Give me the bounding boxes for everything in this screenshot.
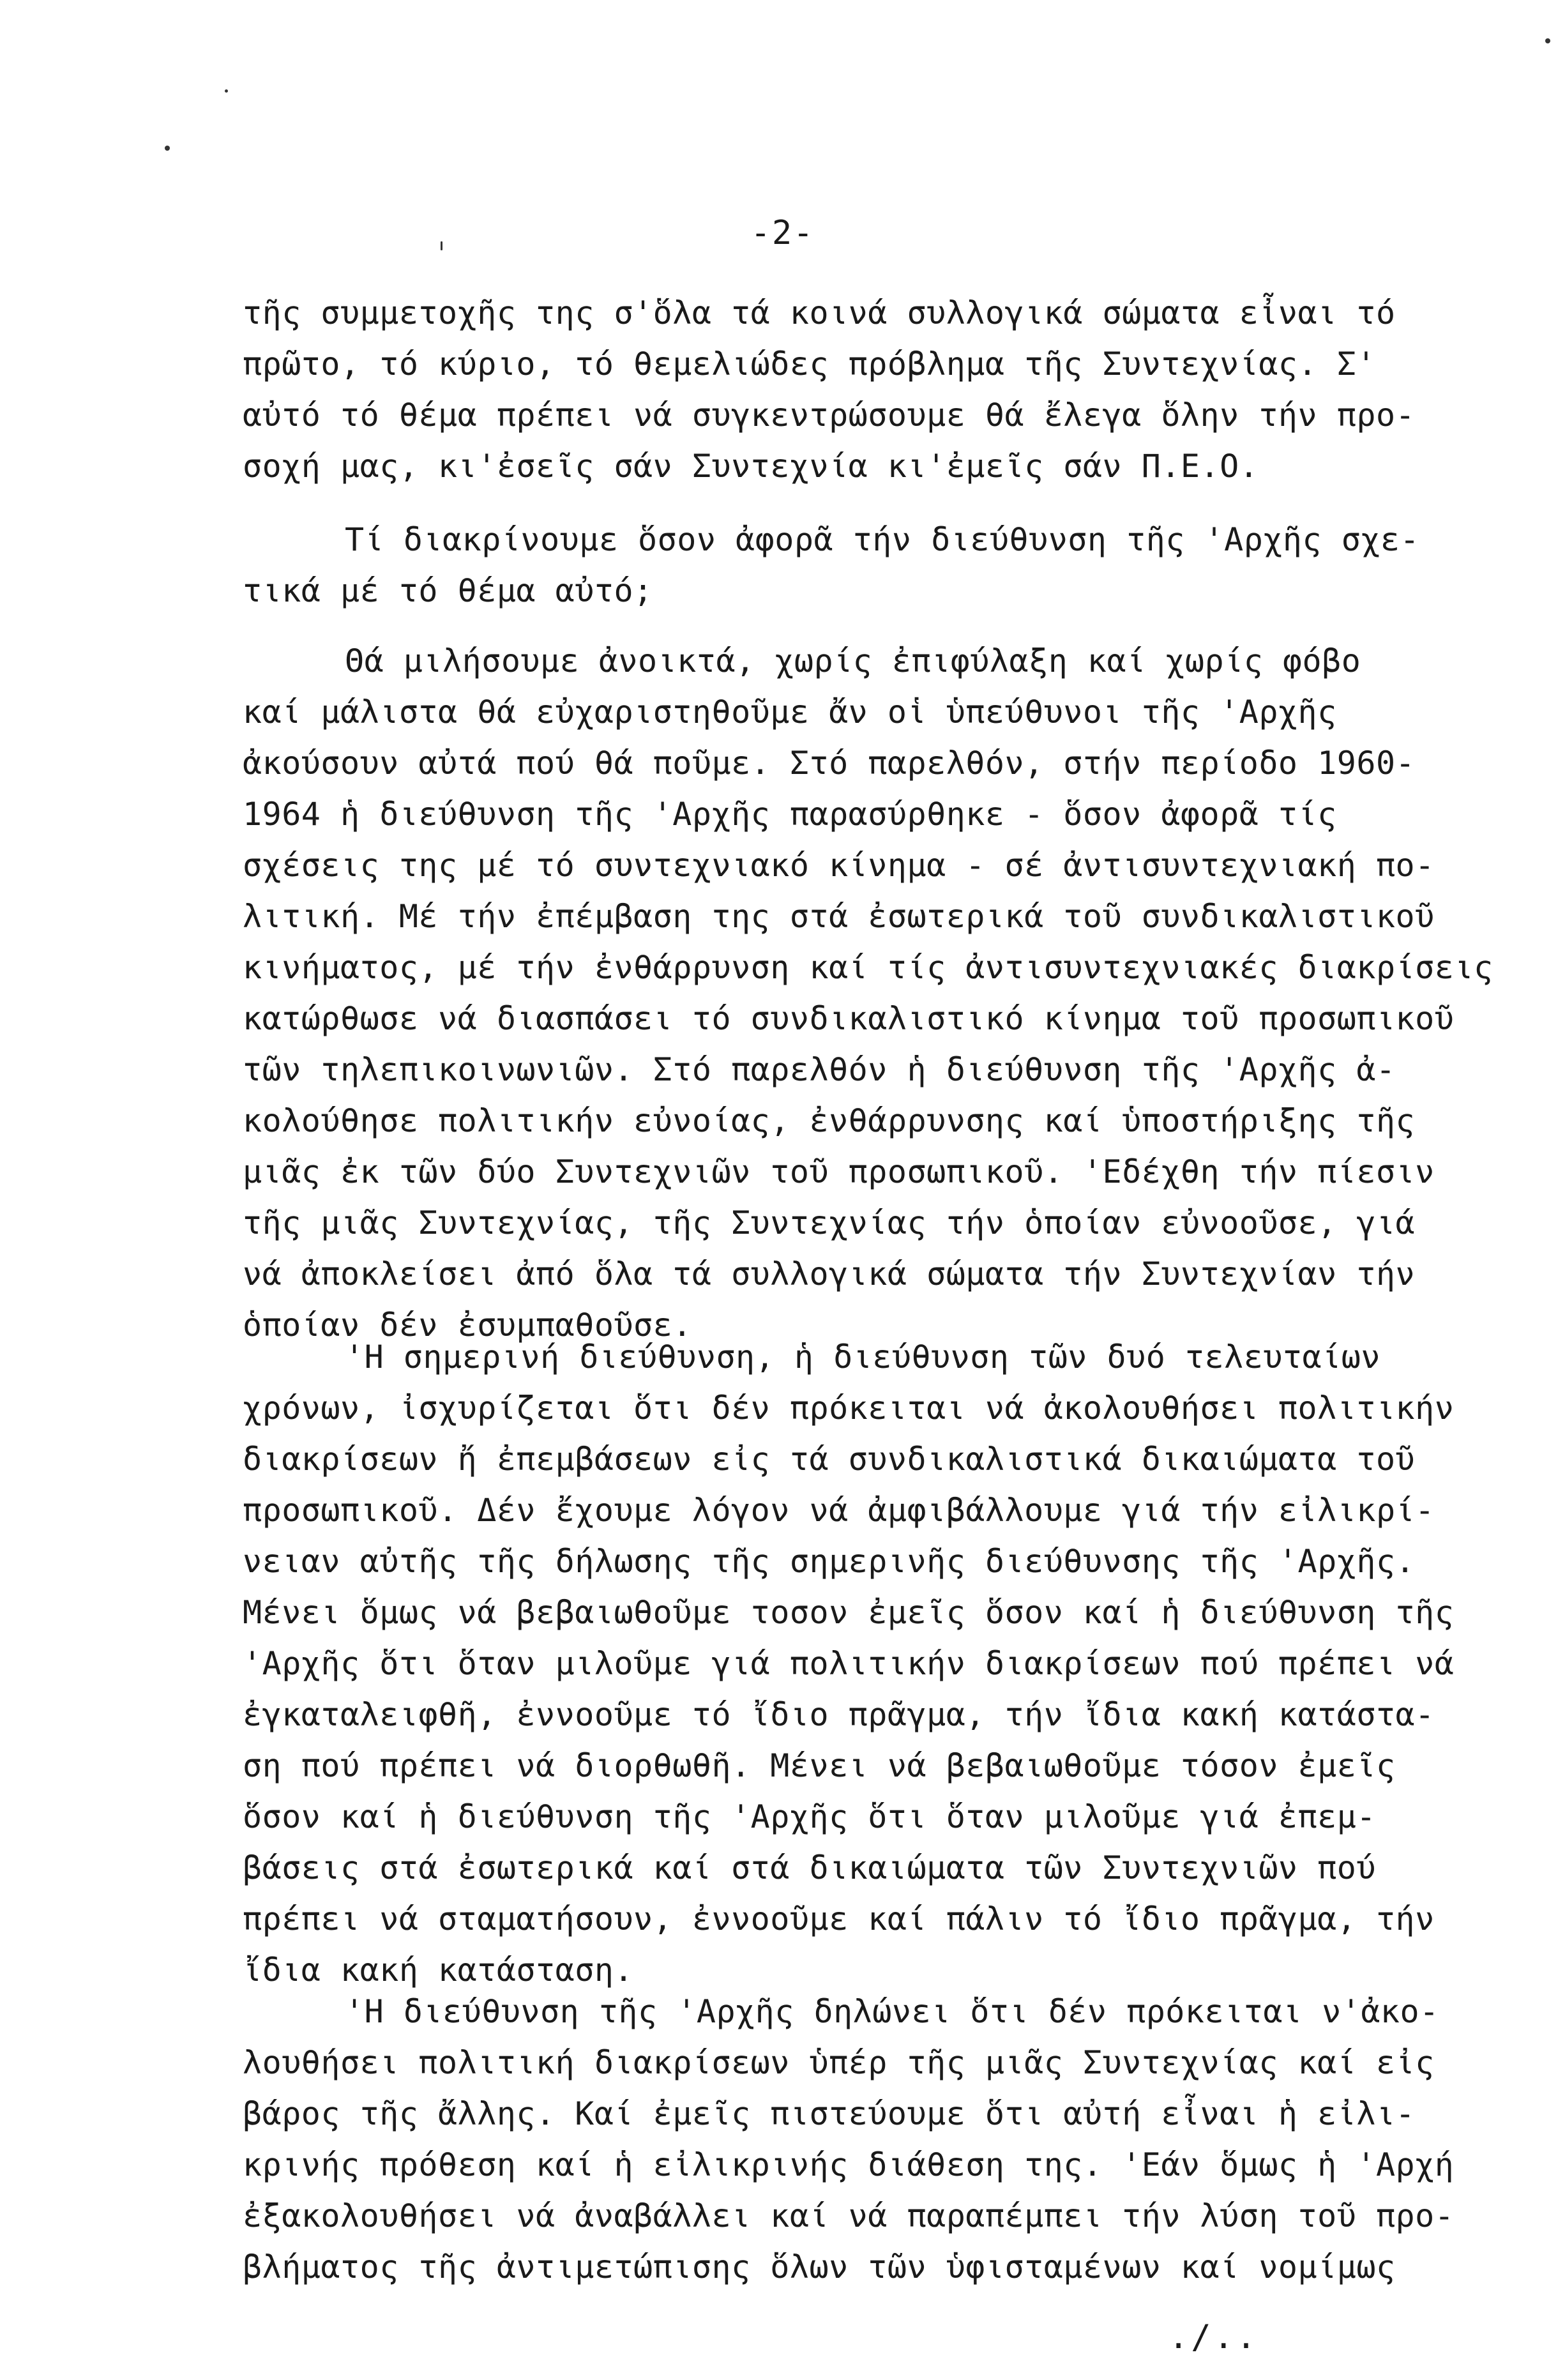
text-line: 'Αρχῆς ὅτι ὅταν μιλοῦμε γιά πολιτικήν διακρίσεων πού πρέπει νά	[243, 1645, 1455, 1682]
text-line: τῶν τηλεπικοινωνιῶν. Στό παρελθόν ἡ διεύθυνση τῆς 'Αρχῆς ἀ-	[243, 1051, 1396, 1088]
paragraph	[243, 514, 1456, 616]
text-line: ση πού πρέπει νά διορθωθῆ. Μένει νά βεβαιωθοῦμε τόσον ἐμεῖς	[243, 1747, 1396, 1784]
text-line: κρινής πρόθεση καί ἡ εἰλικρινής διάθεση της. 'Εάν ὅμως ἡ 'Αρχή	[243, 2146, 1455, 2183]
text-line: βάρος τῆς ἄλλης. Καί ἐμεῖς πιστεύουμε ὅτι αὐτή εἶναι ἡ εἰλι-	[243, 2095, 1416, 2132]
paragraph	[243, 1331, 1456, 1996]
text-line: χρόνων, ἰσχυρίζεται ὅτι δέν πρόκειται νά ἀκολουθήσει πολιτικήν	[243, 1390, 1455, 1427]
text-line: πρέπει νά σταματήσουν, ἐννοοῦμε καί πάλιν τό ἴδιο πρᾶγμα, τήν	[243, 1900, 1435, 1937]
text-line: ἐξακολουθήσει νά ἀναβάλλει καί νά παραπέμπει τήν λύση τοῦ προ-	[243, 2197, 1455, 2234]
text-line: πρῶτο, τό κύριο, τό θεμελιώδες πρόβλημα τῆς Συντεχνίας. Σ'	[243, 345, 1376, 383]
text-line: ἴδια κακή κατάσταση.	[243, 1952, 634, 1989]
text-line: σοχή μας, κι'ἐσεῖς σάν Συντεχνία κι'ἐμεῖς σάν Π.Ε.Ο.	[243, 448, 1259, 485]
text-line: κολούθησε πολιτικήν εὐνοίας, ἐνθάρρυνσης καί ὑποστήριξης τῆς	[243, 1102, 1416, 1139]
text-line: καί μάλιστα θά εὐχαριστηθοῦμε ἄν οἱ ὑπεύθυνοι τῆς 'Αρχῆς	[243, 694, 1337, 731]
text-line: νειαν αὐτῆς τῆς δήλωσης τῆς σημερινῆς διεύθυνσης τῆς 'Αρχῆς.	[243, 1543, 1416, 1580]
text-line: μιᾶς ἐκ τῶν δύο Συντεχνιῶν τοῦ προσωπικοῦ. 'Εδέχθη τήν πίεσιν	[243, 1153, 1435, 1190]
scan-speck	[1545, 38, 1550, 43]
text-line: λουθήσει πολιτική διακρίσεων ὑπέρ τῆς μιᾶς Συντεχνίας καί εἰς	[243, 2044, 1435, 2081]
scan-speck	[165, 146, 170, 151]
text-line: ὅσον καί ἡ διεύθυνση τῆς 'Αρχῆς ὅτι ὅταν μιλοῦμε γιά ἐπεμ-	[243, 1798, 1376, 1835]
text-line: κινήματος, μέ τήν ἐνθάρρυνση καί τίς ἀντισυντεχνιακές διακρίσεις	[243, 949, 1493, 986]
text-line: Θά μιλήσουμε ἀνοικτά, χωρίς ἐπιφύλαξη καί χωρίς φόβο	[345, 642, 1361, 679]
text-line: Τί διακρίνουμε ὅσον ἀφορᾶ τήν διεύθυνση τῆς 'Αρχῆς σχε-	[345, 521, 1420, 558]
text-line: διακρίσεων ἤ ἐπεμβάσεων εἰς τά συνδικαλιστικά δικαιώματα τοῦ	[243, 1441, 1416, 1478]
text-line: ἀκούσουν αὐτά πού θά ποῦμε. Στό παρελθόν, στήν περίοδο 1960-	[243, 745, 1416, 782]
text-line: 1964 ἡ διεύθυνση τῆς 'Αρχῆς παρασύρθηκε - ὅσον ἀφορᾶ τίς	[243, 796, 1337, 833]
text-line: Μένει ὅμως νά βεβαιωθοῦμε τοσον ἐμεῖς ὅσον καί ἡ διεύθυνση τῆς	[243, 1594, 1455, 1631]
text-line: ἐγκαταλειφθῆ, ἐννοοῦμε τό ἴδιο πρᾶγμα, τήν ἴδια κακή κατάστα-	[243, 1696, 1435, 1733]
text-line: τικά μέ τό θέμα αὐτό;	[243, 572, 653, 609]
scan-speck	[225, 89, 228, 93]
text-line: αὐτό τό θέμα πρέπει νά συγκεντρώσουμε θά ἔλεγα ὅλην τήν προ-	[243, 397, 1416, 434]
text-line: τῆς μιᾶς Συντεχνίας, τῆς Συντεχνίας τήν ὁποίαν εὐνοοῦσε, γιά	[243, 1204, 1416, 1241]
text-line: βλήματος τῆς ἀντιμετώπισης ὅλων τῶν ὑφισταμένων καί νομίμως	[243, 2248, 1396, 2285]
text-line: τῆς συμμετοχῆς της σ'ὅλα τά κοινά συλλογικά σώματα εἶναι τό	[243, 294, 1396, 331]
text-line: ὁποίαν δέν ἐσυμπαθοῦσε.	[243, 1307, 692, 1344]
text-line: προσωπικοῦ. Δέν ἔχουμε λόγον νά ἀμφιβάλλουμε γιά τήν εἰλικρί-	[243, 1492, 1435, 1529]
paragraph	[243, 635, 1493, 1351]
paragraph	[243, 287, 1456, 492]
text-line: 'Η σημερινή διεύθυνση, ἡ διεύθυνση τῶν δυό τελευταίων	[345, 1338, 1380, 1376]
text-line: κατώρθωσε νά διασπάσει τό συνδικαλιστικό κίνημα τοῦ προσωπικοῦ	[243, 1000, 1455, 1037]
page-number: -2-	[750, 214, 815, 252]
text-line: βάσεις στά ἐσωτερικά καί στά δικαιώματα τῶν Συντεχνιῶν πού	[243, 1849, 1376, 1886]
text-line: νά ἀποκλείσει ἀπό ὅλα τά συλλογικά σώματα τήν Συντεχνίαν τήν	[243, 1255, 1416, 1292]
text-line: λιτική. Μέ τήν ἐπέμβαση της στά ἐσωτερικά τοῦ συνδικαλιστικοῦ	[243, 898, 1435, 935]
text-line: σχέσεις της μέ τό συντεχνιακό κίνημα - σέ ἀντισυντεχνιακή πο-	[243, 847, 1435, 884]
continuation-mark: ./..	[1168, 2318, 1259, 2356]
paragraph	[243, 1986, 1456, 2293]
text-line: 'Η διεύθυνση τῆς 'Αρχῆς δηλώνει ὅτι δέν πρόκειται ν'ἀκο-	[345, 1993, 1439, 2030]
